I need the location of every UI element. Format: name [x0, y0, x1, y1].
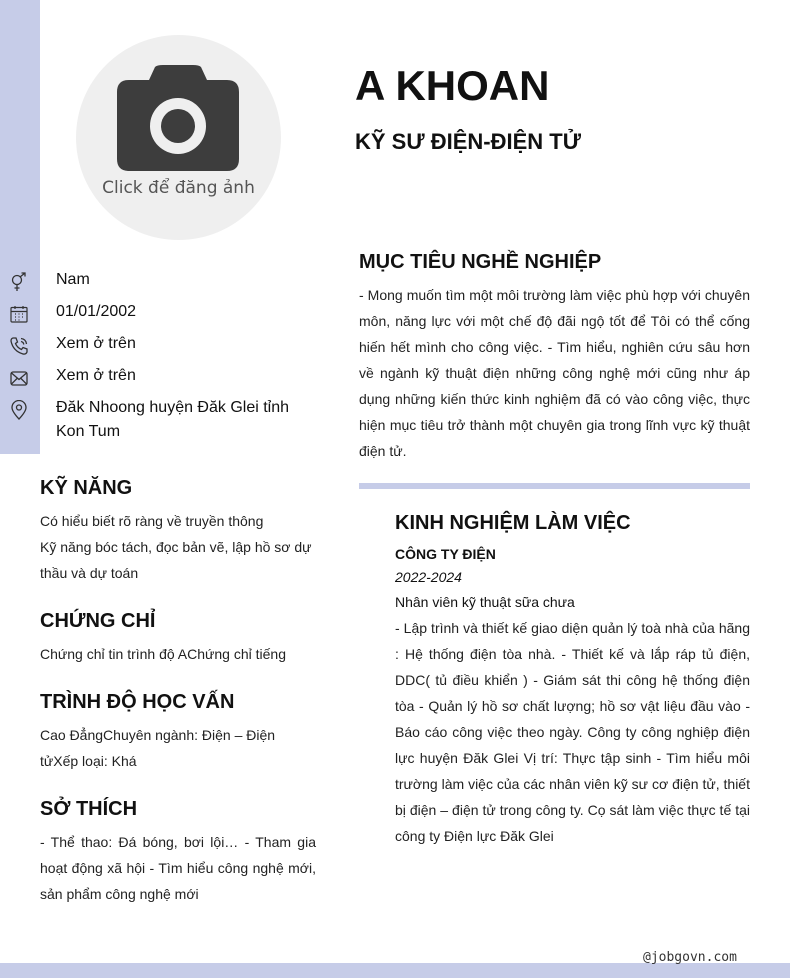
- candidate-name: A KHOAN: [355, 62, 550, 109]
- camera-icon: [117, 65, 239, 171]
- calendar-icon: [9, 304, 29, 324]
- experience-position: Nhân viên kỹ thuật sữa chưa: [395, 594, 575, 610]
- contact-gender-text: Nam: [56, 271, 90, 288]
- experience-company: CÔNG TY ĐIỆN: [395, 546, 496, 562]
- objective-text: - Mong muốn tìm một môi trường làm việc phù hợp với chuyên môn, năng lực với một chế độ đãi ngộ tốt để Tôi có thể cống hiến hết mình cho công việc. - Tìm hiểu, nghiên cứu sâu hơn về ngành kỹ thuật điện những công nghệ mới cũng như áp dụng những kiến thức kinh nghiệm đã có vào công việc, thực hiện mục tiêu trở thành một chuyên gia trong lĩnh vực kỹ thuật điện tử.: [359, 287, 750, 459]
- education-heading: TRÌNH ĐỘ HỌC VẤN: [40, 691, 235, 713]
- education-text: Cao ĐẳngChuyên ngành: Điện – Điện tửXếp loại: Khá: [40, 727, 276, 769]
- experience-section: [395, 512, 750, 849]
- contact-phone-text: Xem ở trên: [56, 335, 136, 352]
- bottom-accent-bar: [0, 963, 790, 978]
- hobbies-section: [40, 798, 316, 907]
- phone-icon: [9, 336, 29, 356]
- footer-watermark: @jobgovn.com: [643, 950, 737, 965]
- skills-item: Có hiểu biết rõ ràng về truyền thông: [40, 513, 264, 529]
- education-section: [40, 691, 316, 774]
- job-title: KỸ SƯ ĐIỆN-ĐIỆN TỬ: [355, 129, 581, 154]
- certificates-heading: CHỨNG CHỈ: [40, 610, 156, 632]
- skills-heading: KỸ NĂNG: [40, 477, 133, 499]
- gender-icon: [9, 272, 29, 292]
- section-divider: [359, 483, 750, 489]
- objective-section: [359, 251, 750, 464]
- photo-upload[interactable]: [76, 35, 281, 240]
- hobbies-heading: SỞ THÍCH: [40, 798, 138, 820]
- mail-icon: [9, 368, 29, 388]
- certificates-section: [40, 610, 316, 667]
- photo-upload-label: Click để đăng ảnh: [102, 178, 255, 198]
- skills-section: [40, 477, 316, 586]
- contact-birthdate-text: 01/01/2002: [56, 303, 137, 320]
- certificates-text: Chứng chỉ tin trình độ AChứng chỉ tiếng: [40, 646, 286, 662]
- contact-address-text: Đăk Nhoong huyện Đăk Glei tỉnh Kon Tum: [56, 399, 290, 440]
- experience-description: - Lập trình và thiết kế giao diện quản lý toà nhà của hãng : Hệ thống điện tòa nhà. - Thiết kế và lắp ráp tủ điện, DDC( tủ điều khiển ) - Giám sát thi công hệ thống điện tòa - Quản lý hồ sơ chất lượng; hồ sơ vật liệu đầu vào - Báo cáo công việc theo ngày. Công ty công nghiệp điện lực huyện Đăk Glei Vị trí: Thực tập sinh - Tìm hiểu môi trường làm việc của các nhân viên kỹ sư cơ điện tử, thiết bị điện – điện tử trong công ty. Cọ sát làm việc thực tế tại công ty Điện lực Đăk Glei: [395, 620, 750, 844]
- location-icon: [9, 400, 29, 420]
- hobbies-text: - Thể thao: Đá bóng, bơi lội… - Tham gia hoạt động xã hội - Tìm hiểu công nghệ mới, sản phẩm công nghệ mới: [40, 834, 316, 902]
- skills-item: Kỹ năng bóc tách, đọc bản vẽ, lập hồ sơ dự thầu và dự toán: [40, 539, 312, 581]
- experience-heading: KINH NGHIỆM LÀM VIỆC: [395, 512, 631, 534]
- objective-heading: MỤC TIÊU NGHỀ NGHIỆP: [359, 251, 602, 273]
- contact-email-text: Xem ở trên: [56, 367, 136, 384]
- experience-period: 2022-2024: [395, 569, 462, 585]
